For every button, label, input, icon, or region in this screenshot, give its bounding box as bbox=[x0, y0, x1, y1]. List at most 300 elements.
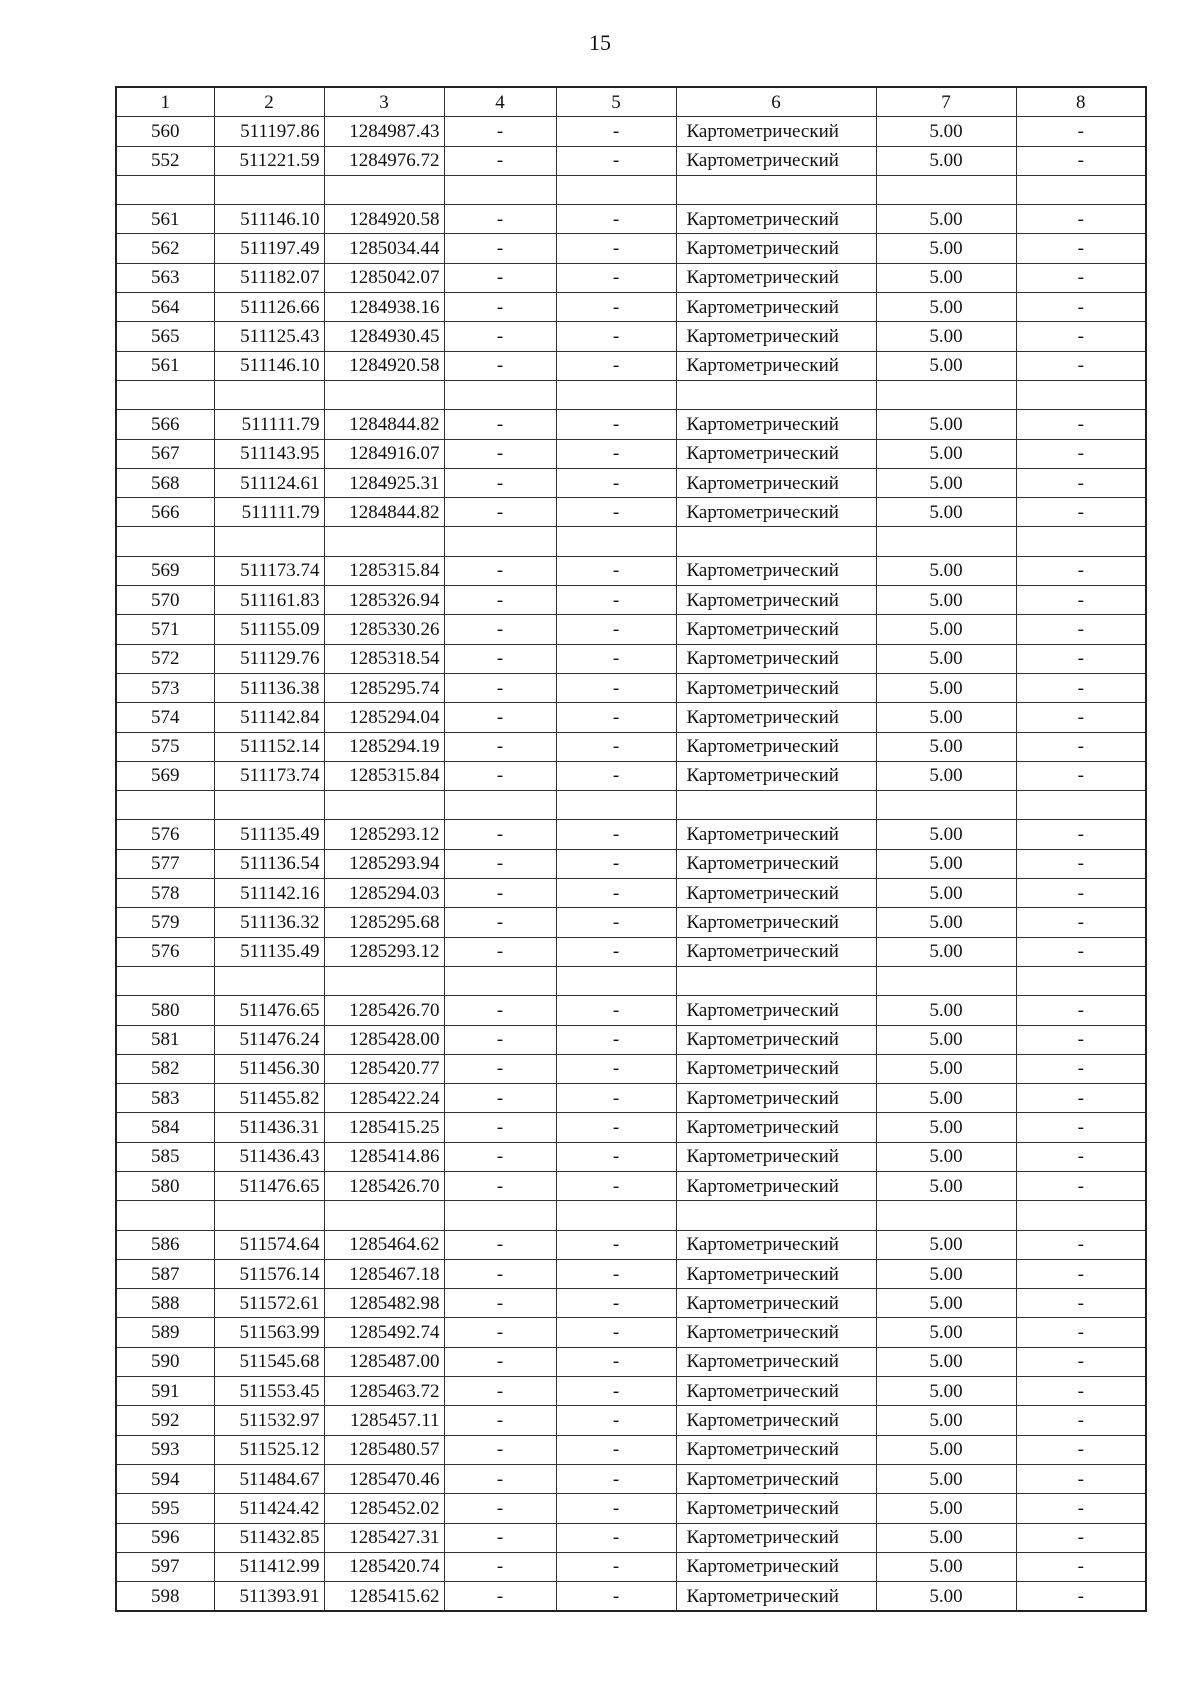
method-cell: Картометрический bbox=[676, 849, 876, 878]
table-row bbox=[116, 1084, 1146, 1113]
column-8-cell bbox=[1016, 380, 1146, 409]
table-row bbox=[116, 322, 1146, 351]
method-cell: Картометрический bbox=[676, 1054, 876, 1083]
x-coordinate-cell: 511135.49 bbox=[214, 937, 324, 966]
accuracy-cell: 5.00 bbox=[876, 1318, 1016, 1347]
point-number-cell: 552 bbox=[116, 146, 214, 175]
accuracy-cell bbox=[876, 380, 1016, 409]
y-coordinate-cell: 1284930.45 bbox=[324, 322, 444, 351]
method-cell: Картометрический bbox=[676, 468, 876, 497]
column-8-cell: - bbox=[1016, 849, 1146, 878]
method-cell: Картометрический bbox=[676, 732, 876, 761]
column-4-cell: - bbox=[444, 468, 556, 497]
column-4-cell: - bbox=[444, 1494, 556, 1523]
column-4-cell: - bbox=[444, 761, 556, 790]
point-number-cell: 575 bbox=[116, 732, 214, 761]
column-5-cell: - bbox=[556, 1347, 676, 1376]
column-8-cell: - bbox=[1016, 1582, 1146, 1612]
y-coordinate-cell: 1285420.74 bbox=[324, 1552, 444, 1581]
method-cell: Картометрический bbox=[676, 205, 876, 234]
column-4-cell: - bbox=[444, 1377, 556, 1406]
table-row bbox=[116, 468, 1146, 497]
point-number-cell: 579 bbox=[116, 908, 214, 937]
accuracy-cell: 5.00 bbox=[876, 732, 1016, 761]
method-cell: Картометрический bbox=[676, 586, 876, 615]
method-cell: Картометрический bbox=[676, 234, 876, 263]
column-5-cell: - bbox=[556, 937, 676, 966]
accuracy-cell: 5.00 bbox=[876, 1171, 1016, 1200]
y-coordinate-cell: 1285415.62 bbox=[324, 1582, 444, 1612]
x-coordinate-cell: 511142.16 bbox=[214, 879, 324, 908]
table-row bbox=[116, 673, 1146, 702]
table-row bbox=[116, 879, 1146, 908]
column-5-cell: - bbox=[556, 849, 676, 878]
column-8-cell: - bbox=[1016, 908, 1146, 937]
column-5-cell: - bbox=[556, 351, 676, 380]
accuracy-cell: 5.00 bbox=[876, 879, 1016, 908]
column-5-cell: - bbox=[556, 673, 676, 702]
column-8-cell: - bbox=[1016, 1171, 1146, 1200]
method-cell: Картометрический bbox=[676, 761, 876, 790]
table-row bbox=[116, 586, 1146, 615]
y-coordinate-cell bbox=[324, 791, 444, 820]
y-coordinate-cell bbox=[324, 380, 444, 409]
column-8-cell: - bbox=[1016, 1113, 1146, 1142]
column-5-cell: - bbox=[556, 644, 676, 673]
y-coordinate-cell: 1285294.03 bbox=[324, 879, 444, 908]
column-4-cell: - bbox=[444, 1084, 556, 1113]
point-number-cell: 562 bbox=[116, 234, 214, 263]
method-cell bbox=[676, 380, 876, 409]
accuracy-cell: 5.00 bbox=[876, 351, 1016, 380]
column-8-cell: - bbox=[1016, 1230, 1146, 1259]
table-row bbox=[116, 937, 1146, 966]
x-coordinate-cell: 511455.82 bbox=[214, 1084, 324, 1113]
point-number-cell: 569 bbox=[116, 761, 214, 790]
column-5-cell: - bbox=[556, 146, 676, 175]
method-cell: Картометрический bbox=[676, 1318, 876, 1347]
column-4-cell: - bbox=[444, 439, 556, 468]
table-row bbox=[116, 908, 1146, 937]
y-coordinate-cell: 1285422.24 bbox=[324, 1084, 444, 1113]
y-coordinate-cell: 1284844.82 bbox=[324, 498, 444, 527]
column-8-cell: - bbox=[1016, 322, 1146, 351]
y-coordinate-cell: 1284920.58 bbox=[324, 205, 444, 234]
column-5-cell: - bbox=[556, 1259, 676, 1288]
y-coordinate-cell: 1284916.07 bbox=[324, 439, 444, 468]
column-4-cell: - bbox=[444, 732, 556, 761]
column-8-cell bbox=[1016, 175, 1146, 204]
column-8-cell: - bbox=[1016, 673, 1146, 702]
y-coordinate-cell: 1285492.74 bbox=[324, 1318, 444, 1347]
column-8-cell: - bbox=[1016, 146, 1146, 175]
accuracy-cell: 5.00 bbox=[876, 410, 1016, 439]
column-8-cell: - bbox=[1016, 1318, 1146, 1347]
column-5-cell: - bbox=[556, 1113, 676, 1142]
column-4-cell: - bbox=[444, 673, 556, 702]
y-coordinate-cell: 1285034.44 bbox=[324, 234, 444, 263]
y-coordinate-cell: 1285487.00 bbox=[324, 1347, 444, 1376]
column-4-cell: - bbox=[444, 996, 556, 1025]
method-cell bbox=[676, 175, 876, 204]
point-number-cell: 590 bbox=[116, 1347, 214, 1376]
x-coordinate-cell: 511146.10 bbox=[214, 205, 324, 234]
column-5-cell: - bbox=[556, 615, 676, 644]
column-8-cell: - bbox=[1016, 879, 1146, 908]
y-coordinate-cell bbox=[324, 175, 444, 204]
accuracy-cell: 5.00 bbox=[876, 439, 1016, 468]
column-8-cell: - bbox=[1016, 703, 1146, 732]
point-number-cell: 594 bbox=[116, 1464, 214, 1493]
y-coordinate-cell: 1285293.12 bbox=[324, 937, 444, 966]
method-cell bbox=[676, 1201, 876, 1230]
point-number-cell: 566 bbox=[116, 498, 214, 527]
method-cell: Картометрический bbox=[676, 1523, 876, 1552]
method-cell: Картометрический bbox=[676, 908, 876, 937]
x-coordinate-cell bbox=[214, 791, 324, 820]
column-5-cell bbox=[556, 380, 676, 409]
column-4-cell bbox=[444, 791, 556, 820]
y-coordinate-cell: 1284976.72 bbox=[324, 146, 444, 175]
accuracy-cell: 5.00 bbox=[876, 1084, 1016, 1113]
column-8-cell bbox=[1016, 791, 1146, 820]
column-8-cell: - bbox=[1016, 351, 1146, 380]
column-4-cell: - bbox=[444, 1347, 556, 1376]
column-4-cell: - bbox=[444, 586, 556, 615]
y-coordinate-cell: 1285315.84 bbox=[324, 761, 444, 790]
accuracy-cell: 5.00 bbox=[876, 1464, 1016, 1493]
column-8-cell: - bbox=[1016, 615, 1146, 644]
accuracy-cell: 5.00 bbox=[876, 1377, 1016, 1406]
column-8-cell: - bbox=[1016, 205, 1146, 234]
column-8-cell: - bbox=[1016, 263, 1146, 292]
x-coordinate-cell: 511476.65 bbox=[214, 1171, 324, 1200]
column-5-cell: - bbox=[556, 703, 676, 732]
method-cell: Картометрический bbox=[676, 996, 876, 1025]
accuracy-cell: 5.00 bbox=[876, 1259, 1016, 1288]
point-number-cell: 574 bbox=[116, 703, 214, 732]
column-5-cell: - bbox=[556, 1464, 676, 1493]
method-cell: Картометрический bbox=[676, 1347, 876, 1376]
point-number-cell bbox=[116, 527, 214, 556]
point-number-cell: 585 bbox=[116, 1142, 214, 1171]
accuracy-cell bbox=[876, 527, 1016, 556]
x-coordinate-cell: 511124.61 bbox=[214, 468, 324, 497]
column-5-cell: - bbox=[556, 1054, 676, 1083]
point-number-cell: 564 bbox=[116, 293, 214, 322]
header-cell: 3 bbox=[324, 87, 444, 117]
method-cell: Картометрический bbox=[676, 1464, 876, 1493]
table-row bbox=[116, 1523, 1146, 1552]
column-5-cell: - bbox=[556, 1494, 676, 1523]
x-coordinate-cell: 511197.49 bbox=[214, 234, 324, 263]
column-5-cell: - bbox=[556, 1025, 676, 1054]
table-row bbox=[116, 1318, 1146, 1347]
column-8-cell: - bbox=[1016, 820, 1146, 849]
y-coordinate-cell: 1285464.62 bbox=[324, 1230, 444, 1259]
table-row bbox=[116, 761, 1146, 790]
accuracy-cell: 5.00 bbox=[876, 820, 1016, 849]
column-8-cell: - bbox=[1016, 1347, 1146, 1376]
point-number-cell: 592 bbox=[116, 1406, 214, 1435]
column-4-cell: - bbox=[444, 1259, 556, 1288]
y-coordinate-cell: 1285427.31 bbox=[324, 1523, 444, 1552]
column-4-cell: - bbox=[444, 1464, 556, 1493]
point-number-cell: 593 bbox=[116, 1435, 214, 1464]
column-4-cell: - bbox=[444, 205, 556, 234]
point-number-cell: 571 bbox=[116, 615, 214, 644]
y-coordinate-cell: 1285315.84 bbox=[324, 556, 444, 585]
method-cell: Картометрический bbox=[676, 498, 876, 527]
column-4-cell: - bbox=[444, 1435, 556, 1464]
column-8-cell bbox=[1016, 1201, 1146, 1230]
y-coordinate-cell: 1285042.07 bbox=[324, 263, 444, 292]
accuracy-cell: 5.00 bbox=[876, 644, 1016, 673]
column-4-cell: - bbox=[444, 1142, 556, 1171]
method-cell: Картометрический bbox=[676, 410, 876, 439]
accuracy-cell: 5.00 bbox=[876, 263, 1016, 292]
column-8-cell: - bbox=[1016, 556, 1146, 585]
table-row bbox=[116, 1142, 1146, 1171]
column-8-cell: - bbox=[1016, 234, 1146, 263]
table-row bbox=[116, 615, 1146, 644]
point-number-cell bbox=[116, 1201, 214, 1230]
header-cell: 1 bbox=[116, 87, 214, 117]
method-cell: Картометрический bbox=[676, 556, 876, 585]
column-4-cell: - bbox=[444, 1582, 556, 1612]
y-coordinate-cell: 1285326.94 bbox=[324, 586, 444, 615]
x-coordinate-cell: 511484.67 bbox=[214, 1464, 324, 1493]
x-coordinate-cell: 511197.86 bbox=[214, 117, 324, 146]
column-8-cell: - bbox=[1016, 1377, 1146, 1406]
table-row bbox=[116, 1582, 1146, 1612]
column-8-cell: - bbox=[1016, 410, 1146, 439]
x-coordinate-cell: 511563.99 bbox=[214, 1318, 324, 1347]
column-5-cell: - bbox=[556, 1230, 676, 1259]
point-number-cell bbox=[116, 966, 214, 995]
y-coordinate-cell: 1285463.72 bbox=[324, 1377, 444, 1406]
table-row bbox=[116, 732, 1146, 761]
accuracy-cell: 5.00 bbox=[876, 205, 1016, 234]
accuracy-cell: 5.00 bbox=[876, 586, 1016, 615]
accuracy-cell: 5.00 bbox=[876, 1230, 1016, 1259]
column-5-cell bbox=[556, 966, 676, 995]
table-row bbox=[116, 1552, 1146, 1581]
table-row bbox=[116, 1025, 1146, 1054]
accuracy-cell: 5.00 bbox=[876, 1582, 1016, 1612]
y-coordinate-cell: 1285295.68 bbox=[324, 908, 444, 937]
table-row bbox=[116, 820, 1146, 849]
column-4-cell: - bbox=[444, 879, 556, 908]
method-cell: Картометрический bbox=[676, 879, 876, 908]
column-4-cell: - bbox=[444, 1230, 556, 1259]
column-5-cell: - bbox=[556, 234, 676, 263]
table-row bbox=[116, 1054, 1146, 1083]
table-row bbox=[116, 996, 1146, 1025]
x-coordinate-cell: 511136.32 bbox=[214, 908, 324, 937]
table-row bbox=[116, 849, 1146, 878]
x-coordinate-cell: 511553.45 bbox=[214, 1377, 324, 1406]
column-8-cell: - bbox=[1016, 1406, 1146, 1435]
method-cell: Картометрический bbox=[676, 673, 876, 702]
accuracy-cell: 5.00 bbox=[876, 293, 1016, 322]
x-coordinate-cell bbox=[214, 527, 324, 556]
point-number-cell: 581 bbox=[116, 1025, 214, 1054]
column-5-cell bbox=[556, 527, 676, 556]
accuracy-cell: 5.00 bbox=[876, 761, 1016, 790]
accuracy-cell: 5.00 bbox=[876, 117, 1016, 146]
y-coordinate-cell: 1285294.19 bbox=[324, 732, 444, 761]
table-row bbox=[116, 263, 1146, 292]
column-5-cell: - bbox=[556, 1171, 676, 1200]
y-coordinate-cell: 1285295.74 bbox=[324, 673, 444, 702]
point-number-cell bbox=[116, 380, 214, 409]
x-coordinate-cell: 511173.74 bbox=[214, 556, 324, 585]
column-4-cell bbox=[444, 1201, 556, 1230]
x-coordinate-cell bbox=[214, 1201, 324, 1230]
accuracy-cell: 5.00 bbox=[876, 234, 1016, 263]
method-cell: Картометрический bbox=[676, 1113, 876, 1142]
accuracy-cell: 5.00 bbox=[876, 498, 1016, 527]
table-row bbox=[116, 498, 1146, 527]
column-8-cell: - bbox=[1016, 586, 1146, 615]
column-8-cell: - bbox=[1016, 293, 1146, 322]
table-body bbox=[116, 87, 1146, 1611]
column-4-cell: - bbox=[444, 849, 556, 878]
accuracy-cell: 5.00 bbox=[876, 615, 1016, 644]
column-8-cell: - bbox=[1016, 937, 1146, 966]
method-cell: Картометрический bbox=[676, 1259, 876, 1288]
point-number-cell: 576 bbox=[116, 820, 214, 849]
column-4-cell bbox=[444, 380, 556, 409]
column-8-cell: - bbox=[1016, 1259, 1146, 1288]
column-5-cell: - bbox=[556, 1582, 676, 1612]
table-row bbox=[116, 703, 1146, 732]
accuracy-cell: 5.00 bbox=[876, 1523, 1016, 1552]
column-5-cell: - bbox=[556, 1084, 676, 1113]
table-row bbox=[116, 1230, 1146, 1259]
y-coordinate-cell: 1285457.11 bbox=[324, 1406, 444, 1435]
table-row bbox=[116, 556, 1146, 585]
y-coordinate-cell: 1285414.86 bbox=[324, 1142, 444, 1171]
x-coordinate-cell: 511574.64 bbox=[214, 1230, 324, 1259]
column-4-cell bbox=[444, 966, 556, 995]
x-coordinate-cell: 511456.30 bbox=[214, 1054, 324, 1083]
column-4-cell: - bbox=[444, 1025, 556, 1054]
column-5-cell: - bbox=[556, 117, 676, 146]
point-number-cell: 569 bbox=[116, 556, 214, 585]
header-cell: 8 bbox=[1016, 87, 1146, 117]
column-5-cell: - bbox=[556, 1552, 676, 1581]
table-row bbox=[116, 1171, 1146, 1200]
table-row bbox=[116, 205, 1146, 234]
accuracy-cell: 5.00 bbox=[876, 322, 1016, 351]
header-cell: 6 bbox=[676, 87, 876, 117]
x-coordinate-cell bbox=[214, 380, 324, 409]
y-coordinate-cell: 1285482.98 bbox=[324, 1289, 444, 1318]
column-8-cell: - bbox=[1016, 498, 1146, 527]
column-5-cell: - bbox=[556, 322, 676, 351]
header-cell: 7 bbox=[876, 87, 1016, 117]
method-cell: Картометрический bbox=[676, 439, 876, 468]
column-5-cell: - bbox=[556, 1523, 676, 1552]
column-4-cell: - bbox=[444, 322, 556, 351]
x-coordinate-cell: 511412.99 bbox=[214, 1552, 324, 1581]
column-8-cell: - bbox=[1016, 439, 1146, 468]
column-5-cell: - bbox=[556, 1318, 676, 1347]
point-number-cell: 573 bbox=[116, 673, 214, 702]
x-coordinate-cell: 511155.09 bbox=[214, 615, 324, 644]
accuracy-cell: 5.00 bbox=[876, 1289, 1016, 1318]
separator-row bbox=[116, 966, 1146, 995]
column-5-cell: - bbox=[556, 205, 676, 234]
point-number-cell: 563 bbox=[116, 263, 214, 292]
table-row bbox=[116, 1464, 1146, 1493]
table-row bbox=[116, 1113, 1146, 1142]
point-number-cell: 597 bbox=[116, 1552, 214, 1581]
x-coordinate-cell: 511111.79 bbox=[214, 410, 324, 439]
method-cell: Картометрический bbox=[676, 703, 876, 732]
column-4-cell: - bbox=[444, 1523, 556, 1552]
accuracy-cell: 5.00 bbox=[876, 1435, 1016, 1464]
y-coordinate-cell: 1284938.16 bbox=[324, 293, 444, 322]
point-number-cell: 578 bbox=[116, 879, 214, 908]
method-cell: Картометрический bbox=[676, 1084, 876, 1113]
y-coordinate-cell bbox=[324, 966, 444, 995]
x-coordinate-cell: 511476.24 bbox=[214, 1025, 324, 1054]
method-cell: Картометрический bbox=[676, 1552, 876, 1581]
column-4-cell: - bbox=[444, 1054, 556, 1083]
point-number-cell: 572 bbox=[116, 644, 214, 673]
table-row bbox=[116, 1259, 1146, 1288]
y-coordinate-cell: 1285428.00 bbox=[324, 1025, 444, 1054]
method-cell: Картометрический bbox=[676, 146, 876, 175]
method-cell: Картометрический bbox=[676, 1435, 876, 1464]
method-cell: Картометрический bbox=[676, 1494, 876, 1523]
header-cell: 5 bbox=[556, 87, 676, 117]
point-number-cell: 589 bbox=[116, 1318, 214, 1347]
method-cell: Картометрический bbox=[676, 117, 876, 146]
point-number-cell: 583 bbox=[116, 1084, 214, 1113]
column-8-cell: - bbox=[1016, 1435, 1146, 1464]
column-8-cell: - bbox=[1016, 761, 1146, 790]
table-row bbox=[116, 410, 1146, 439]
y-coordinate-cell: 1285293.94 bbox=[324, 849, 444, 878]
table-row bbox=[116, 1406, 1146, 1435]
accuracy-cell: 5.00 bbox=[876, 849, 1016, 878]
column-5-cell: - bbox=[556, 761, 676, 790]
column-4-cell: - bbox=[444, 117, 556, 146]
method-cell: Картометрический bbox=[676, 263, 876, 292]
x-coordinate-cell: 511221.59 bbox=[214, 146, 324, 175]
accuracy-cell bbox=[876, 791, 1016, 820]
method-cell: Картометрический bbox=[676, 351, 876, 380]
accuracy-cell: 5.00 bbox=[876, 673, 1016, 702]
column-8-cell: - bbox=[1016, 732, 1146, 761]
column-5-cell: - bbox=[556, 439, 676, 468]
y-coordinate-cell: 1285420.77 bbox=[324, 1054, 444, 1083]
point-number-cell: 570 bbox=[116, 586, 214, 615]
column-8-cell: - bbox=[1016, 1464, 1146, 1493]
x-coordinate-cell: 511436.43 bbox=[214, 1142, 324, 1171]
column-8-cell: - bbox=[1016, 117, 1146, 146]
separator-row bbox=[116, 380, 1146, 409]
x-coordinate-cell: 511111.79 bbox=[214, 498, 324, 527]
x-coordinate-cell: 511393.91 bbox=[214, 1582, 324, 1612]
accuracy-cell bbox=[876, 175, 1016, 204]
separator-row bbox=[116, 791, 1146, 820]
header-cell: 4 bbox=[444, 87, 556, 117]
